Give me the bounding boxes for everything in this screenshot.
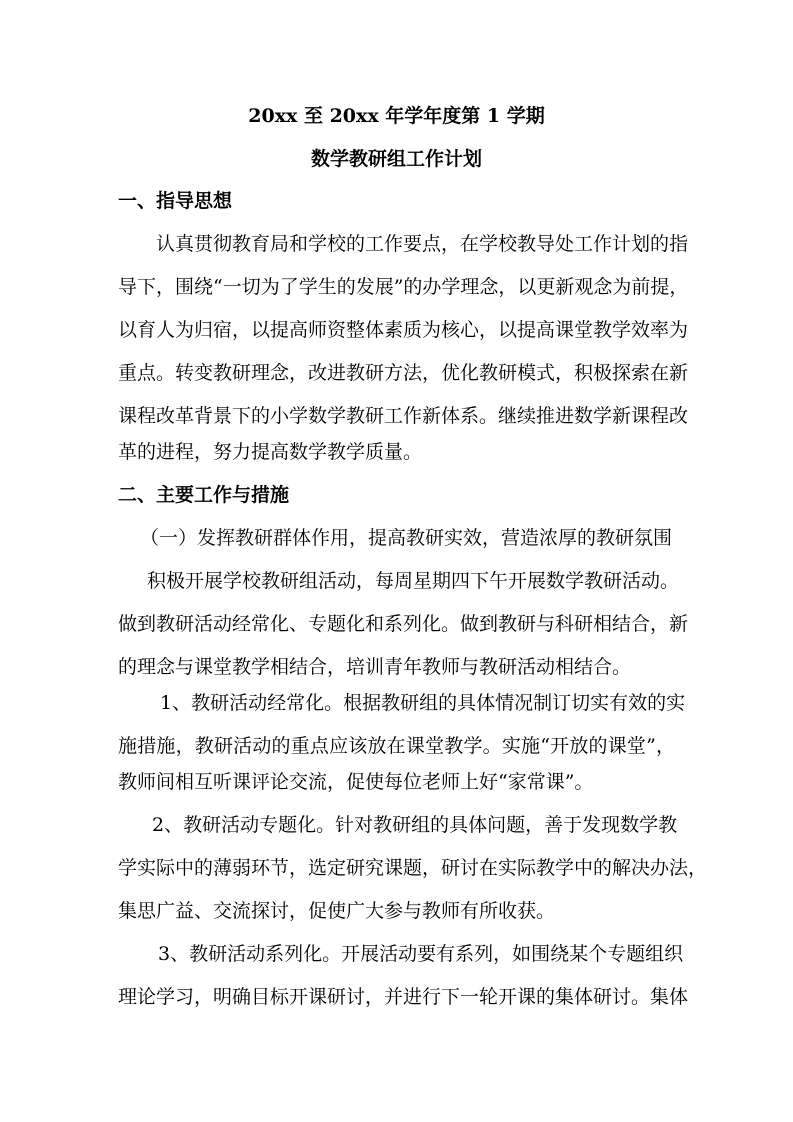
item2-line-3: 集思广益、交流探讨，促使广大参与教师有所收获。 — [118, 900, 556, 922]
section2-subheading-1: （一）发挥教研群体作用，提高教研实效，营造浓厚的教研氛围 — [140, 527, 673, 549]
item1-line-2: 施措施，教研活动的重点应该放在课堂教学。实施“开放的课堂”， — [118, 735, 675, 757]
para1-line-3: 的理念与课堂教学相结合，培训青年教师与教研活动相结合。 — [118, 656, 632, 678]
section1-line-3: 以育人为归宿，以提高师资整体素质为核心，以提高课堂教学效率为 — [118, 319, 689, 341]
section1-line-2: 导下，围绕“一切为了学生的发展”的办学理念，以更新观念为前提， — [118, 276, 689, 298]
document-title-line2: 数学教研组工作计划 — [310, 148, 482, 170]
section1-line-1: 认真贯彻教育局和学校的工作要点，在学校教导处工作计划的指 — [156, 233, 689, 255]
section1-line-5: 课程改革背景下的小学数学教研工作新体系。继续推进数学新课程改 — [118, 405, 689, 427]
item3-line-2: 理论学习，明确目标开课研讨，并进行下一轮开课的集体研讨。集体 — [118, 986, 689, 1008]
section1-line-4: 重点。转变教研理念，改进教研方法，优化教研模式，积极探索在新 — [118, 362, 689, 384]
item2-line-2: 学实际中的薄弱环节，选定研究课题，研讨在实际教学中的解决办法， — [118, 857, 708, 879]
para1-line-2: 做到教研活动经常化、专题化和系列化。做到教研与科研相结合，新 — [118, 613, 689, 635]
item3-line-1: 3、教研活动系列化。开展活动要有系列，如围绕某个专题组织 — [158, 943, 684, 965]
document-title-line1: 20xx 至 20xx 年学年度第 1 学期 — [248, 105, 545, 127]
item1-line-1: 1、教研活动经常化。根据教研组的具体情况制订切实有效的实 — [160, 692, 686, 714]
item2-line-1: 2、教研活动专题化。针对教研组的具体问题，善于发现数学教 — [152, 814, 678, 836]
para1-line-1: 积极开展学校教研组活动，每周星期四下午开展数学教研活动。 — [147, 570, 680, 592]
section1-heading: 一、指导思想 — [118, 190, 233, 212]
section1-line-6: 革的进程，努力提高数学教学质量。 — [118, 441, 423, 463]
item1-line-3: 教师间相互听课评论交流，促使每位老师上好“家常课”。 — [118, 771, 594, 793]
section2-heading: 二、主要工作与措施 — [118, 484, 290, 506]
